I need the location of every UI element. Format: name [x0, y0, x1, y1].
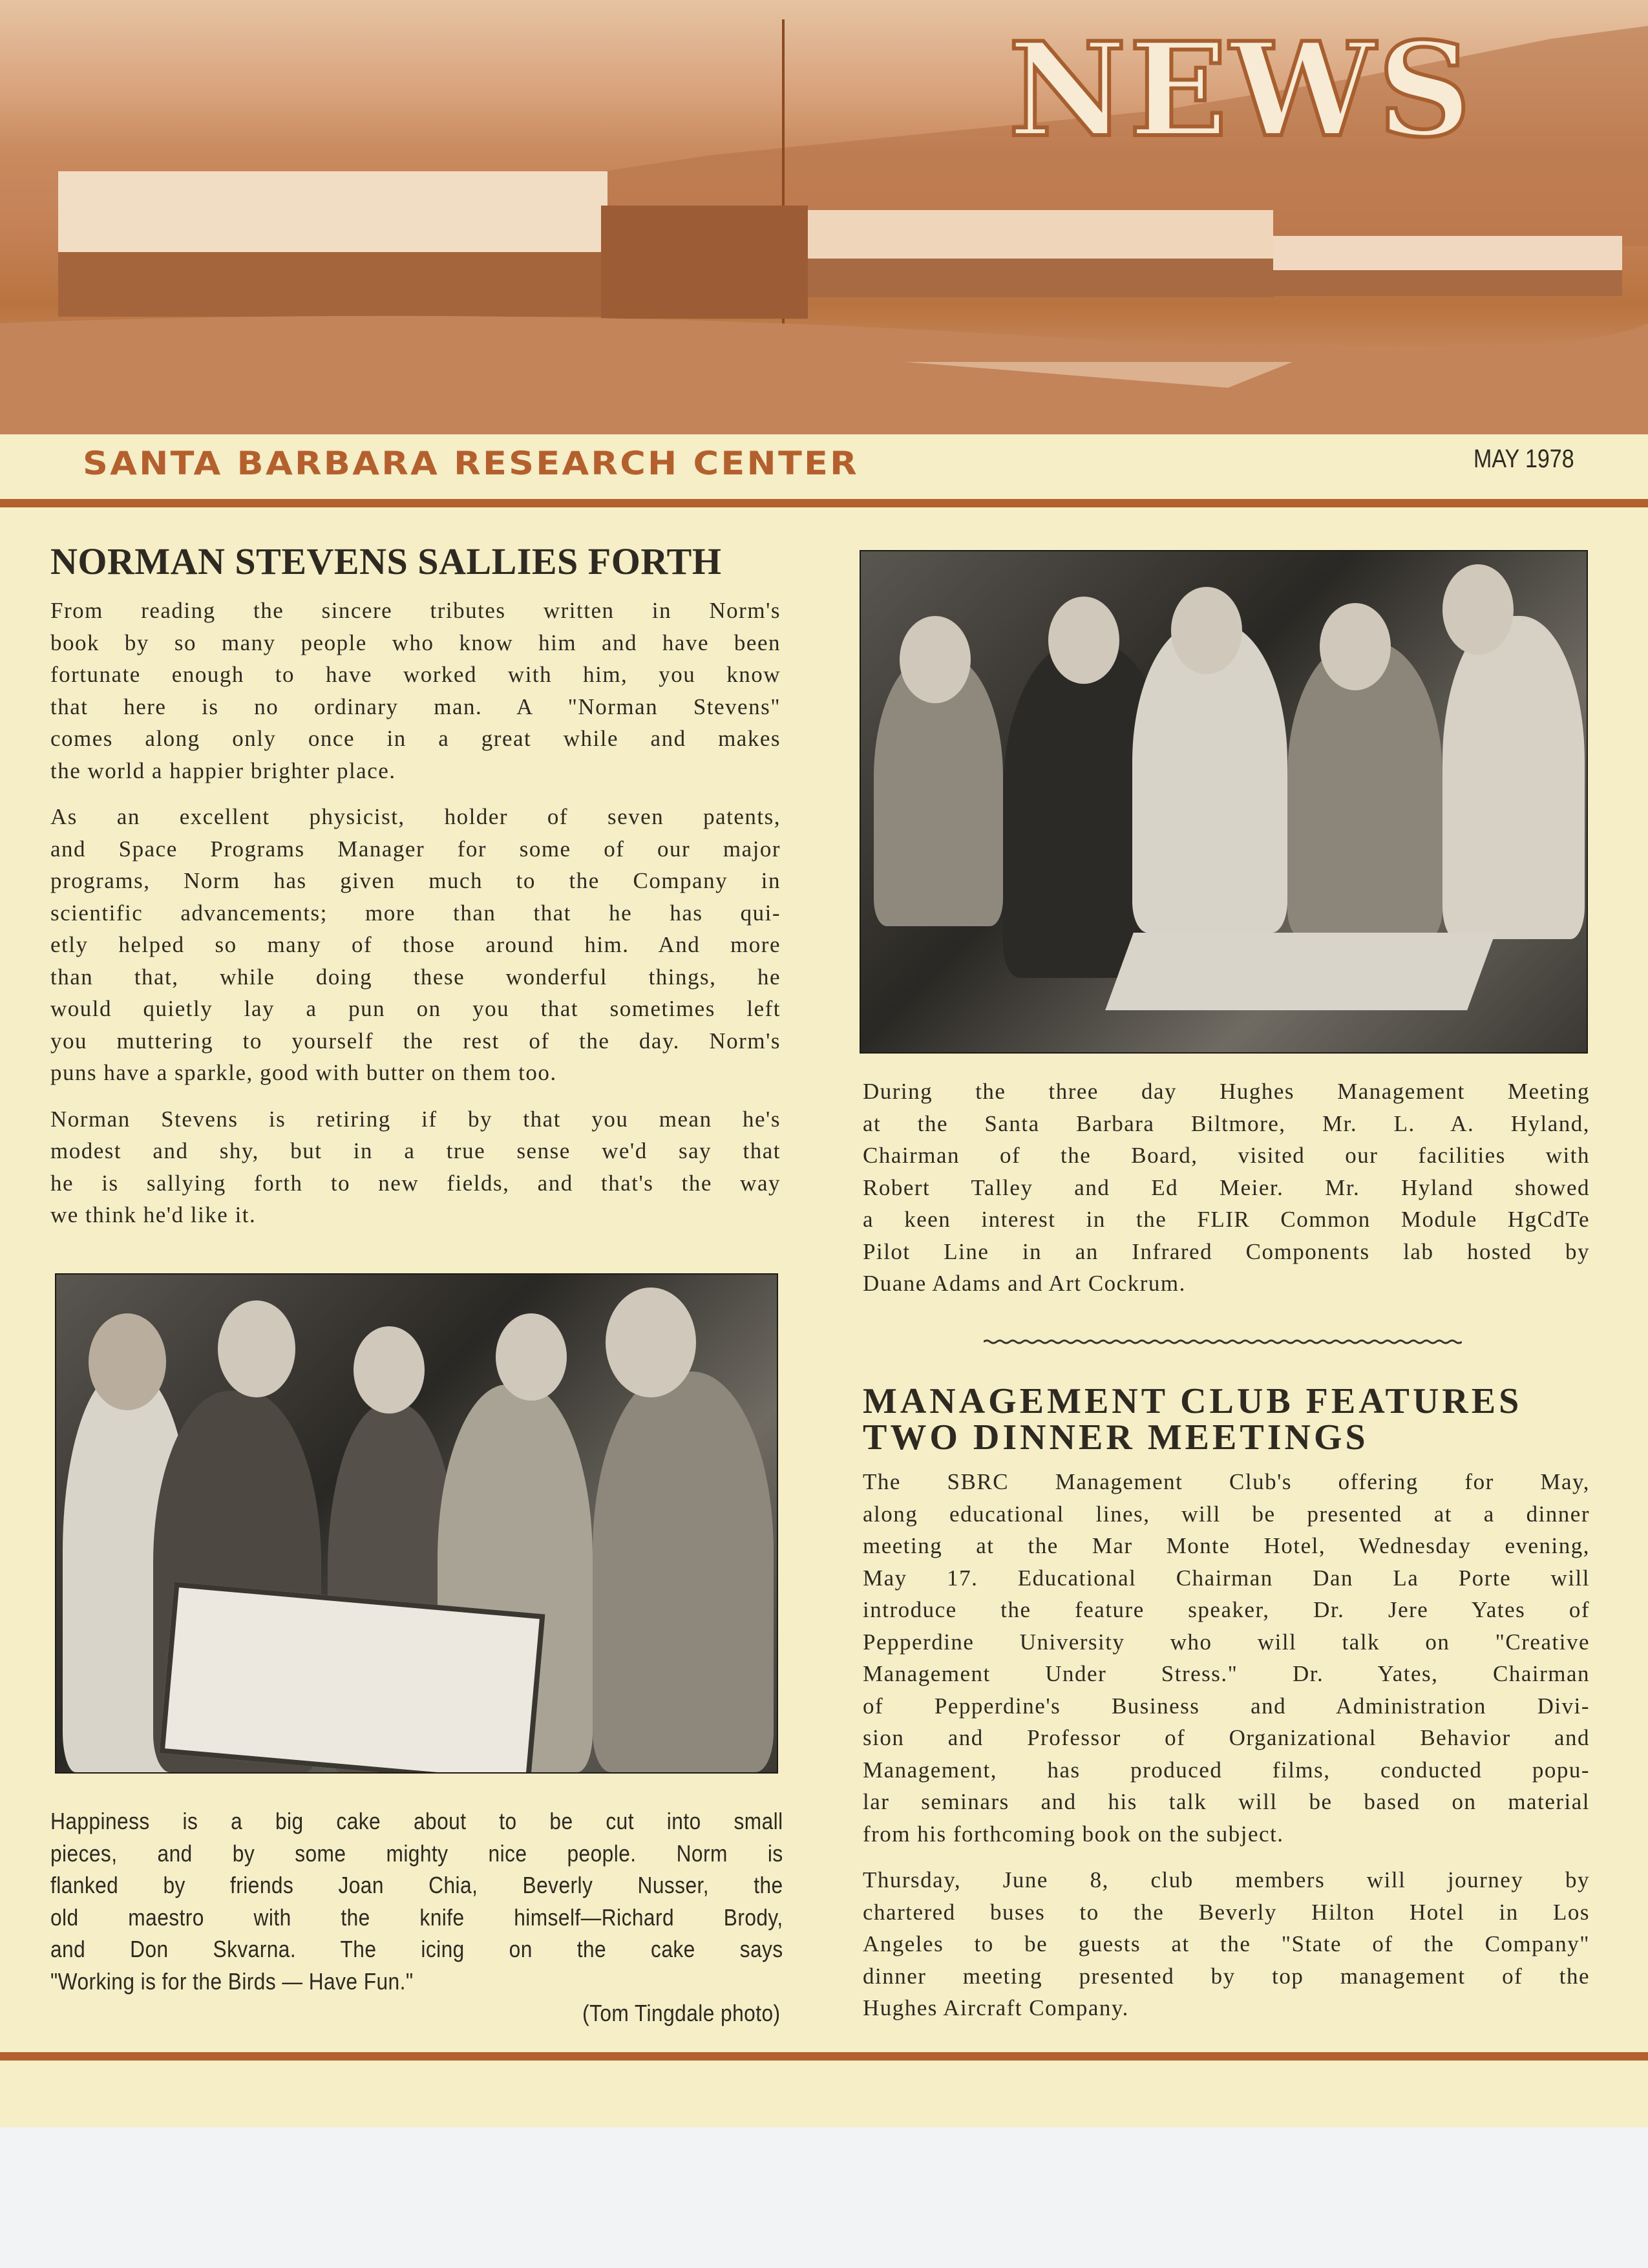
club-headline	[863, 1383, 1590, 1456]
text-line: Pilot Line in an Infrared Components lab hosted by	[863, 1238, 1590, 1264]
text-line: than that, while doing these wonderful things, he	[50, 964, 781, 990]
text-line: from his forthcoming book on the subject.	[863, 1821, 1284, 1847]
text-line: May 17. Educational Chairman Dan La Porte will	[863, 1565, 1590, 1591]
text-line: fortunate enough to have worked with him, you know	[50, 662, 781, 687]
text-line: and Don Skvarna. The icing on the cake says	[50, 1936, 783, 1962]
hyland-photo-caption	[863, 1076, 1590, 1300]
text-line: Norman Stevens is retiring if by that you mean he's	[50, 1106, 781, 1132]
text-line: Robert Talley and Ed Meier. Mr. Hyland showed	[863, 1174, 1590, 1200]
text-line: book by so many people who know him and have been	[50, 630, 781, 655]
text-line: From reading the sincere tributes written in Norm's	[50, 598, 781, 623]
photo-credit-text: (Tom Tingdale photo)	[582, 2000, 781, 2026]
text-line: flanked by friends Joan Chia, Beverly Nusser, the	[50, 1872, 783, 1898]
paragraph	[863, 1864, 1590, 2024]
text-line: meeting at the Mar Monte Hotel, Wednesday evening,	[863, 1533, 1590, 1558]
text-line: Management Under Stress." Dr. Yates, Chairman	[863, 1661, 1590, 1686]
text-line: "Working is for the Birds — Have Fun."	[50, 1967, 414, 1995]
text-line: modest and shy, but in a true sense we'd say that	[50, 1138, 781, 1163]
text-line: sion and Professor of Organizational Behavior and	[863, 1725, 1590, 1750]
text-line: Happiness is a big cake about to be cut into small	[50, 1808, 783, 1834]
text-line: Thursday, June 8, club members will journey by	[863, 1867, 1590, 1892]
text-line: puns have a sparkle, good with butter on them too.	[50, 1060, 557, 1085]
text-line: Angeles to be guests at the "State of the Company"	[863, 1931, 1590, 1956]
masthead-title: NEWS	[1008, 14, 1474, 166]
club-headline-line-2: TWO DINNER MEETINGS	[863, 1417, 1369, 1457]
text-line: lar seminars and his talk will be based on material	[863, 1789, 1590, 1814]
text-line: a keen interest in the FLIR Common Module HgCdTe	[863, 1207, 1590, 1232]
text-line: you muttering to yourself the rest of the day. Norm's	[50, 1028, 781, 1054]
text-line: that here is no ordinary man. A "Norman Stevens"	[50, 694, 781, 719]
text-line: of Pepperdine's Business and Administration Divi-	[863, 1693, 1590, 1719]
section-divider	[984, 1338, 1462, 1346]
text-line: introduce the feature speaker, Dr. Jere Yates of	[863, 1597, 1590, 1622]
text-line: etly helped so many of those around him. And more	[50, 932, 781, 957]
text-line: the world a happier brighter place.	[50, 758, 396, 783]
cake-photo	[55, 1273, 778, 1774]
stevens-headline: NORMAN STEVENS SALLIES FORTH	[50, 540, 722, 582]
paragraph	[863, 1466, 1590, 1850]
text-line: Chairman of the Board, visited our facilities with	[863, 1143, 1590, 1168]
issue-date: MAY 1978	[1474, 445, 1574, 473]
footer-divider	[0, 2052, 1648, 2061]
text-line: Management, has produced films, conducted popu-	[863, 1757, 1590, 1783]
text-line: Duane Adams and Art Cockrum.	[863, 1271, 1186, 1296]
text-line: would quietly lay a pun on you that sometimes left	[50, 996, 781, 1021]
paragraph	[50, 1103, 781, 1231]
scan-margin	[0, 2127, 1648, 2268]
text-line: chartered buses to the Beverly Hilton Hotel in Los	[863, 1899, 1590, 1925]
hyland-visit-photo	[860, 550, 1588, 1054]
header-divider	[0, 499, 1648, 507]
text-line: old maestro with the knife himself—Richard Brody,	[50, 1903, 783, 1931]
text-line: As an excellent physicist, holder of seven patents,	[50, 804, 781, 829]
photo-credit	[476, 1997, 779, 2030]
text-line: along educational lines, will be presented at a dinner	[863, 1501, 1590, 1527]
text-line: Pepperdine University who will talk on "Creative	[863, 1629, 1590, 1655]
masthead-illustration	[0, 0, 1648, 434]
text-line: programs, Norm has given much to the Company in	[50, 868, 781, 893]
organization-name: SANTA BARBARA RESEARCH CENTER	[83, 445, 859, 482]
paragraph	[50, 801, 781, 1089]
text-line: he is sallying forth to new fields, and that's the way	[50, 1170, 781, 1196]
text-line: we think he'd like it.	[50, 1202, 257, 1227]
text-line: Hughes Aircraft Company.	[863, 1995, 1129, 2020]
text-line: scientific advancements; more than that he has qui-	[50, 900, 781, 926]
club-headline-line-1: MANAGEMENT CLUB FEATURES	[863, 1381, 1523, 1421]
text-line: During the three day Hughes Management Meeting	[863, 1079, 1590, 1104]
text-line: comes along only once in a great while and makes	[50, 726, 781, 751]
text-line: pieces, and by some mighty nice people. Norm is	[50, 1839, 783, 1867]
cake-photo-caption	[50, 1805, 781, 1997]
text-line: dinner meeting presented by top management of the	[863, 1963, 1590, 1989]
club-article-body	[863, 1466, 1590, 2039]
text-line: The SBRC Management Club's offering for May,	[863, 1469, 1590, 1494]
stevens-article-body	[50, 595, 781, 1245]
text-line: and Space Programs Manager for some of our major	[50, 836, 781, 862]
text-line: at the Santa Barbara Biltmore, Mr. L. A. Hyland,	[863, 1110, 1590, 1136]
paragraph	[50, 595, 781, 787]
